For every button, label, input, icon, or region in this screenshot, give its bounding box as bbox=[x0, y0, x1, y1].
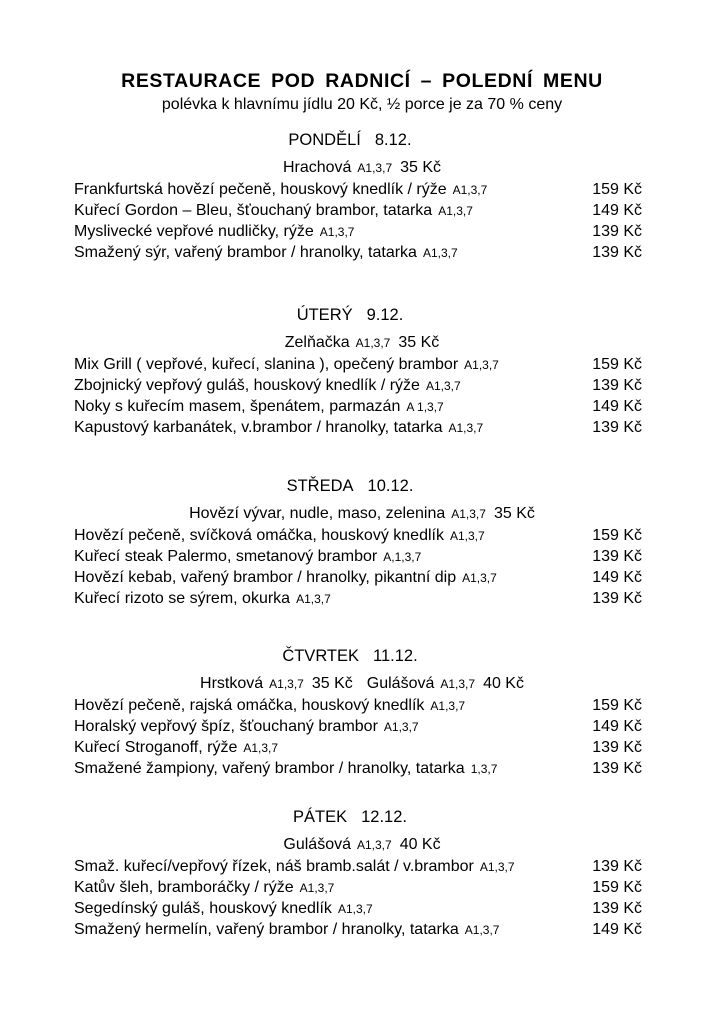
dish-allergens: A1,3,7 bbox=[319, 225, 355, 239]
dish-name: Smaž. kuřecí/vepřový řízek, náš bramb.salát / v.brambor bbox=[74, 858, 474, 875]
dish-name-group bbox=[74, 879, 334, 897]
soup-price: 35 Kč bbox=[398, 334, 440, 351]
dish-price: 159 Kč bbox=[592, 527, 642, 544]
day-heading bbox=[0, 808, 700, 827]
dish-price: 139 Kč bbox=[592, 900, 642, 917]
dish-name-group bbox=[74, 858, 515, 876]
day-heading bbox=[0, 306, 700, 325]
dish-row bbox=[74, 900, 642, 921]
soup-name: Gulášová bbox=[283, 836, 351, 853]
dish-name: Hovězí pečeně, rajská omáčka, houskový knedlík bbox=[74, 697, 425, 714]
dish-row bbox=[74, 377, 642, 398]
dish-name: Smažený hermelín, vařený brambor / hranolky, tatarka bbox=[74, 921, 459, 938]
soup-allergens: A1,3,7 bbox=[440, 677, 476, 691]
dish-row bbox=[74, 718, 642, 739]
dish-name-group bbox=[74, 223, 354, 241]
dish-name-group bbox=[74, 900, 373, 918]
soup-name: Zelňačka bbox=[284, 334, 350, 351]
day-name: PÁTEK bbox=[293, 808, 348, 826]
day-heading bbox=[0, 477, 700, 496]
day-name: PONDĚLÍ bbox=[288, 131, 361, 149]
soup-name: Hrachová bbox=[282, 159, 352, 176]
dish-row bbox=[74, 921, 642, 942]
dish-price: 159 Kč bbox=[592, 879, 642, 896]
dish-allergens: A1,3,7 bbox=[479, 860, 515, 874]
dish-allergens: A1,3,7 bbox=[299, 881, 335, 895]
dish-name-group bbox=[74, 590, 331, 608]
dish-price: 149 Kč bbox=[592, 202, 642, 219]
dish-row bbox=[74, 569, 642, 590]
soup-price: 35 Kč bbox=[493, 505, 535, 522]
soup-line bbox=[0, 159, 724, 177]
dish-name: Kuřecí Gordon – Bleu, šťouchaný brambor, tatarka bbox=[74, 202, 433, 219]
dish-name: Frankfurtská hovězí pečeně, houskový knedlík / rýže bbox=[74, 181, 447, 198]
dish-allergens: A1,3,7 bbox=[452, 183, 488, 197]
dish-name-group bbox=[74, 527, 485, 545]
day-date: 9.12. bbox=[366, 306, 404, 324]
dish-name: Mix Grill ( vepřové, kuřecí, slanina ), opečený brambor bbox=[74, 356, 459, 373]
dish-row bbox=[74, 223, 642, 244]
dish-price: 149 Kč bbox=[592, 921, 642, 938]
soup-allergens: A1,3,7 bbox=[355, 336, 391, 350]
dish-price: 139 Kč bbox=[592, 548, 642, 565]
dish-name: Myslivecké vepřové nudličky, rýže bbox=[74, 223, 314, 240]
dish-name-group bbox=[74, 244, 458, 262]
dish-name: Hovězí kebab, vařený brambor / hranolky, pikantní dip bbox=[74, 569, 457, 586]
soup-allergens: A1,3,7 bbox=[451, 507, 486, 521]
dish-row bbox=[74, 181, 642, 202]
dish-name: Kuřecí steak Palermo, smetanový brambor bbox=[74, 548, 378, 565]
dish-name-group bbox=[74, 718, 419, 736]
soup-allergens: A1,3,7 bbox=[357, 161, 393, 175]
dish-price: 159 Kč bbox=[592, 356, 642, 373]
dish-allergens: A,1,3,7 bbox=[383, 550, 422, 564]
dish-price: 149 Kč bbox=[592, 718, 642, 735]
dish-allergens: A1,3,7 bbox=[448, 421, 484, 435]
soup-name: Hrstková bbox=[200, 675, 264, 692]
soup-allergens: A1,3,7 bbox=[269, 677, 304, 691]
dish-allergens: A1,3,7 bbox=[425, 379, 461, 393]
dish-price: 139 Kč bbox=[592, 244, 642, 261]
dish-price: 139 Kč bbox=[592, 858, 642, 875]
dish-name: Noky s kuřecím masem, špenátem, parmazán bbox=[74, 398, 401, 415]
dish-allergens: A1,3,7 bbox=[243, 741, 279, 755]
dish-name-group bbox=[74, 921, 499, 939]
dish-name-group bbox=[74, 569, 497, 587]
dish-row bbox=[74, 419, 642, 440]
dish-price: 139 Kč bbox=[592, 739, 642, 756]
dish-allergens: A1,3,7 bbox=[430, 699, 466, 713]
day-heading bbox=[0, 647, 700, 666]
dish-row bbox=[74, 879, 642, 900]
dish-row bbox=[74, 527, 642, 548]
dish-name: Smažené žampiony, vařený brambor / hranolky, tatarka bbox=[74, 760, 465, 777]
dish-allergens: A1,3,7 bbox=[422, 246, 458, 260]
dish-row bbox=[74, 202, 642, 223]
dish-name-group bbox=[74, 181, 487, 199]
day-date: 8.12. bbox=[374, 131, 412, 149]
dish-row bbox=[74, 697, 642, 718]
soup-price: 40 Kč bbox=[399, 836, 441, 853]
dish-allergens: A1,3,7 bbox=[464, 923, 500, 937]
dish-row bbox=[74, 398, 642, 419]
day-date: 11.12. bbox=[373, 647, 418, 665]
dish-name: Kapustový karbanátek, v.brambor / hranolky, tatarka bbox=[74, 419, 443, 436]
dish-name: Hovězí pečeně, svíčková omáčka, houskový knedlík bbox=[74, 527, 444, 544]
dish-name-group bbox=[74, 356, 499, 374]
dish-allergens: A1,3,7 bbox=[296, 592, 331, 606]
dish-name-group bbox=[74, 739, 278, 757]
dish-name-group bbox=[74, 398, 444, 416]
dish-allergens: A1,3,7 bbox=[438, 204, 473, 218]
dish-name: Kuřecí Stroganoff, rýže bbox=[74, 739, 238, 756]
dish-row bbox=[74, 590, 642, 611]
day-date: 10.12. bbox=[367, 477, 414, 495]
soup-line bbox=[0, 334, 724, 352]
dish-price: 159 Kč bbox=[592, 181, 642, 198]
dish-name: Katův šleh, bramboráčky / rýže bbox=[74, 879, 294, 896]
day-date: 12.12. bbox=[361, 808, 407, 826]
dish-price: 139 Kč bbox=[592, 760, 642, 777]
dish-price: 149 Kč bbox=[592, 398, 642, 415]
soup-line bbox=[0, 675, 724, 693]
dish-price: 139 Kč bbox=[592, 590, 642, 607]
dish-row bbox=[74, 760, 642, 781]
dish-row bbox=[74, 244, 642, 265]
dish-allergens: A1,3,7 bbox=[464, 358, 499, 372]
page-title: RESTAURACE POD RADNICÍ – POLEDNÍ MENU bbox=[121, 70, 603, 92]
dish-name-group bbox=[74, 419, 483, 437]
dish-allergens: A1,3,7 bbox=[383, 720, 419, 734]
dish-row bbox=[74, 858, 642, 879]
dish-name: Zbojnický vepřový guláš, houskový knedlík / rýže bbox=[74, 377, 420, 394]
dish-name: Smažený sýr, vařený brambor / hranolky, tatarka bbox=[74, 244, 417, 261]
dish-name-group bbox=[74, 760, 497, 778]
dish-price: 149 Kč bbox=[592, 569, 642, 586]
dish-allergens: A1,3,7 bbox=[449, 529, 485, 543]
dish-row bbox=[74, 356, 642, 377]
dish-name-group bbox=[74, 202, 473, 220]
dish-name: Kuřecí rizoto se sýrem, okurka bbox=[74, 590, 291, 607]
page-subtitle: polévka k hlavnímu jídlu 20 Kč, ½ porce je za 70 % ceny bbox=[161, 96, 563, 113]
day-name: ÚTERÝ bbox=[296, 306, 353, 324]
soup-name: Hovězí vývar, nudle, maso, zelenina bbox=[189, 505, 446, 522]
dish-allergens: A1,3,7 bbox=[462, 571, 497, 585]
dish-name: Horalský vepřový špíz, šťouchaný brambor bbox=[74, 718, 378, 735]
dish-name-group bbox=[74, 697, 465, 715]
dish-row bbox=[74, 548, 642, 569]
soup-price: 40 Kč bbox=[483, 675, 524, 692]
dish-price: 139 Kč bbox=[592, 223, 642, 240]
soup-line bbox=[0, 505, 724, 523]
dish-name-group bbox=[74, 377, 461, 395]
dish-allergens: A 1,3,7 bbox=[406, 400, 444, 414]
day-heading bbox=[0, 131, 700, 150]
dish-allergens: 1,3,7 bbox=[470, 762, 498, 776]
dish-allergens: A1,3,7 bbox=[337, 902, 373, 916]
dish-price: 139 Kč bbox=[592, 377, 642, 394]
soup-price: 35 Kč bbox=[400, 159, 442, 176]
dish-name: Segedínský guláš, houskový knedlík bbox=[74, 900, 332, 917]
soup-price: 35 Kč bbox=[311, 675, 353, 692]
dish-price: 159 Kč bbox=[592, 697, 642, 714]
dish-price: 139 Kč bbox=[592, 419, 642, 436]
soup-line bbox=[0, 836, 724, 854]
soup-allergens: A1,3,7 bbox=[356, 838, 392, 852]
dish-row bbox=[74, 739, 642, 760]
dish-name-group bbox=[74, 548, 421, 566]
day-name: ČTVRTEK bbox=[282, 647, 360, 665]
day-name: STŘEDA bbox=[286, 477, 354, 495]
soup-name: Gulášová bbox=[366, 675, 435, 692]
